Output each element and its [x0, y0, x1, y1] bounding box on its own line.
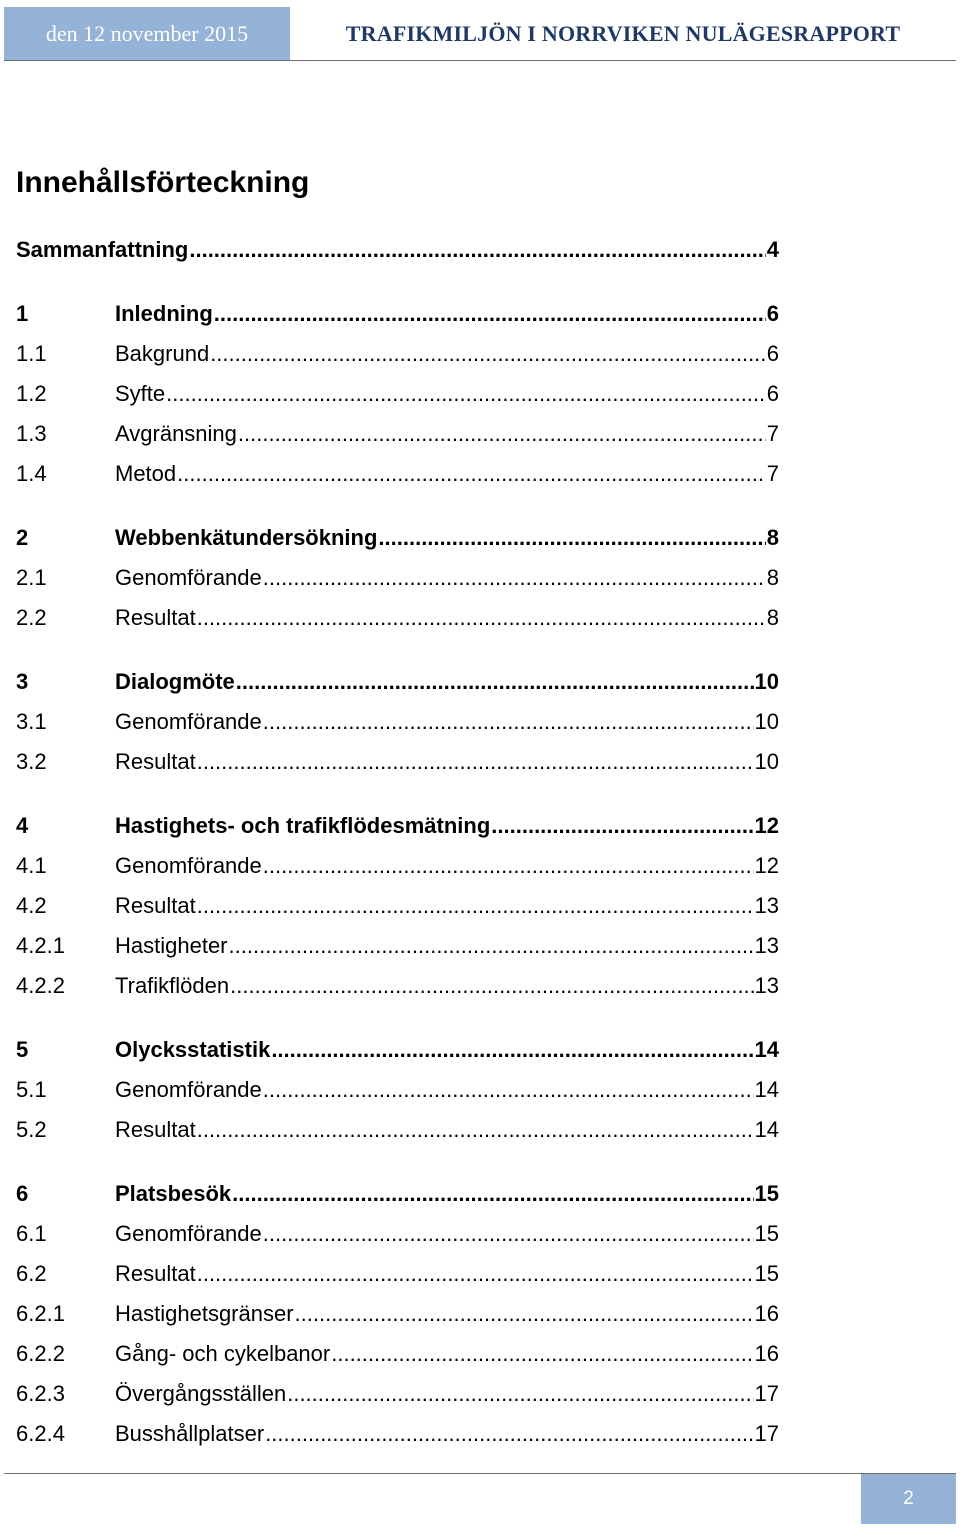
toc-entry-number: 5.2 [16, 1117, 47, 1142]
toc-entry-number: 6.2.2 [16, 1341, 65, 1366]
toc-entry-page: 6 [766, 341, 779, 366]
toc-entry-title: Hastigheter [115, 933, 228, 958]
toc-entry-title: Genomförande [115, 853, 262, 878]
page-number: 2 [861, 1474, 956, 1524]
toc-entry-title: Gång- och cykelbanor [115, 1341, 331, 1366]
toc-entry-title: Bakgrund [115, 341, 210, 366]
toc-dot-leader [230, 973, 753, 999]
toc-entry-number: 4.2 [16, 893, 47, 918]
toc-entry-number: 6 [16, 1181, 29, 1206]
toc-entry-number: 3.1 [16, 709, 47, 734]
toc-entry[interactable] [16, 669, 779, 699]
toc-dot-leader [197, 749, 754, 775]
toc-entry-page: 7 [766, 421, 779, 446]
toc-entry-page: 8 [766, 525, 779, 550]
toc-entry-number: 5.1 [16, 1077, 47, 1102]
toc-entry-page: 10 [754, 709, 779, 734]
toc-entry-page: 10 [754, 749, 779, 774]
toc-dot-leader [491, 813, 753, 839]
toc-entry[interactable] [16, 1117, 779, 1147]
toc-entry-title: Resultat [115, 1261, 196, 1286]
toc-entry-page: 17 [754, 1381, 779, 1406]
toc-entry-title: Hastighets- och trafikflödesmätning [115, 813, 491, 838]
toc-entry-title: Platsbesök [115, 1181, 232, 1206]
toc-entry-number: 1.1 [16, 341, 47, 366]
toc-entry[interactable] [16, 853, 779, 883]
toc-entry[interactable] [16, 1077, 779, 1107]
toc-entry[interactable] [16, 237, 779, 267]
toc-dot-leader [263, 1077, 754, 1103]
toc-dot-leader [265, 1421, 753, 1447]
toc-entry-title: Avgränsning [115, 421, 237, 446]
toc-entry-page: 7 [766, 461, 779, 486]
toc-entry-page: 13 [754, 933, 779, 958]
toc-entry[interactable] [16, 565, 779, 595]
toc-entry-number: 4.1 [16, 853, 47, 878]
toc-entry[interactable] [16, 709, 779, 739]
toc-dot-leader [263, 565, 766, 591]
toc-entry-number: 6.2.1 [16, 1301, 65, 1326]
toc-entry-number: 6.1 [16, 1221, 47, 1246]
toc-dot-leader [210, 341, 766, 367]
toc-entry-page: 6 [766, 381, 779, 406]
header-date: den 12 november 2015 [4, 7, 290, 60]
toc-entry-number: 2.2 [16, 605, 47, 630]
toc-dot-leader [287, 1381, 753, 1407]
toc-dot-leader [378, 525, 765, 551]
toc-entry-title: Dialogmöte [115, 669, 235, 694]
toc-entry-page: 15 [754, 1181, 779, 1206]
toc-entry-number: 2 [16, 525, 29, 550]
toc-dot-leader [263, 853, 754, 879]
toc-entry-page: 12 [754, 853, 779, 878]
toc-dot-leader [197, 605, 766, 631]
header-title: TRAFIKMILJÖN I NORRVIKEN NULÄGESRAPPORT [345, 20, 901, 46]
toc-entry-title: Resultat [115, 605, 196, 630]
toc-entry[interactable] [16, 605, 779, 635]
toc-entry-title: Syfte [115, 381, 166, 406]
toc-entry[interactable] [16, 973, 779, 1003]
toc-entry[interactable] [16, 1301, 779, 1331]
toc-entry-number: 1 [16, 301, 29, 326]
toc-entry[interactable] [16, 381, 779, 411]
toc-entry-title: Genomförande [115, 565, 262, 590]
toc-entry-number: 1.3 [16, 421, 47, 446]
toc-entry-number: 6.2.3 [16, 1381, 65, 1406]
toc-dot-leader [236, 669, 754, 695]
toc-entry-title: Olycksstatistik [115, 1037, 271, 1062]
toc-entry-number: 4 [16, 813, 29, 838]
toc-entry-page: 14 [754, 1077, 779, 1102]
toc-entry[interactable] [16, 1341, 779, 1371]
toc-entry-page: 17 [754, 1421, 779, 1446]
header-divider [4, 60, 956, 61]
toc-entry-page: 15 [754, 1221, 779, 1246]
toc-entry-page: 8 [766, 565, 779, 590]
toc-entry-number: 4.2.2 [16, 973, 65, 998]
toc-entry-number: 4.2.1 [16, 933, 65, 958]
toc-entry-page: 6 [766, 301, 779, 326]
toc-dot-leader [229, 933, 754, 959]
toc-entry-title: Metod [115, 461, 177, 486]
toc-entry[interactable] [16, 749, 779, 779]
toc-entry-page: 16 [754, 1341, 779, 1366]
toc-dot-leader [232, 1181, 753, 1207]
toc-entry[interactable] [16, 1381, 779, 1411]
toc-entry-title: Hastighetsgränser [115, 1301, 294, 1326]
toc-entry-title: Resultat [115, 749, 196, 774]
toc-entry-number: 6.2 [16, 1261, 47, 1286]
toc-entry[interactable] [16, 933, 779, 963]
toc-entry[interactable] [16, 1421, 779, 1451]
toc-dot-leader [214, 301, 766, 327]
toc-entry[interactable] [16, 1261, 779, 1291]
toc-dot-leader [263, 709, 754, 735]
toc-entry-title: Inledning [115, 301, 213, 326]
toc-entry-number: 1.2 [16, 381, 47, 406]
toc-dot-leader [197, 1117, 754, 1143]
toc-dot-leader [295, 1301, 754, 1327]
toc-entry[interactable] [16, 461, 779, 491]
toc-entry-title: Genomförande [115, 709, 262, 734]
toc-entry-page: 4 [766, 237, 779, 262]
toc-entry-title: Sammanfattning [16, 237, 189, 262]
toc-entry[interactable] [16, 1037, 779, 1067]
toc-entry-number: 6.2.4 [16, 1421, 65, 1446]
toc-heading: Innehållsförteckning [16, 166, 310, 199]
toc-dot-leader [189, 237, 765, 263]
toc-entry[interactable] [16, 421, 779, 451]
toc-entry-title: Resultat [115, 893, 196, 918]
toc-dot-leader [331, 1341, 753, 1367]
toc-dot-leader [166, 381, 766, 407]
toc-entry-title: Busshållplatser [115, 1421, 265, 1446]
toc-entry[interactable] [16, 893, 779, 923]
toc-entry-number: 5 [16, 1037, 29, 1062]
toc-dot-leader [197, 1261, 754, 1287]
toc-entry[interactable] [16, 1181, 779, 1211]
toc-entry-page: 13 [754, 973, 779, 998]
toc-entry-page: 14 [754, 1117, 779, 1142]
toc-entry-page: 14 [754, 1037, 779, 1062]
toc-entry-page: 16 [754, 1301, 779, 1326]
toc-entry-title: Genomförande [115, 1077, 262, 1102]
toc-entry-page: 10 [754, 669, 779, 694]
toc-entry[interactable] [16, 525, 779, 555]
toc-entry-title: Resultat [115, 1117, 196, 1142]
toc-entry-title: Webbenkätundersökning [115, 525, 378, 550]
toc-dot-leader [271, 1037, 753, 1063]
toc-entry-number: 1.4 [16, 461, 47, 486]
toc-entry-page: 12 [754, 813, 779, 838]
toc-entry[interactable] [16, 1221, 779, 1251]
toc-dot-leader [263, 1221, 754, 1247]
toc-entry[interactable] [16, 301, 779, 331]
toc-entry-title: Trafikflöden [115, 973, 230, 998]
toc-entry-number: 2.1 [16, 565, 47, 590]
toc-entry-number: 3.2 [16, 749, 47, 774]
toc-entry-page: 15 [754, 1261, 779, 1286]
toc-dot-leader [197, 893, 754, 919]
toc-entry-title: Genomförande [115, 1221, 262, 1246]
toc-dot-leader [177, 461, 766, 487]
toc-entry[interactable] [16, 813, 779, 843]
toc-entry-number: 3 [16, 669, 29, 694]
toc-dot-leader [238, 421, 766, 447]
footer-divider [4, 1473, 956, 1474]
toc-entry[interactable] [16, 341, 779, 371]
toc-entry-title: Övergångsställen [115, 1381, 287, 1406]
toc-entry-page: 13 [754, 893, 779, 918]
toc-entry-page: 8 [766, 605, 779, 630]
